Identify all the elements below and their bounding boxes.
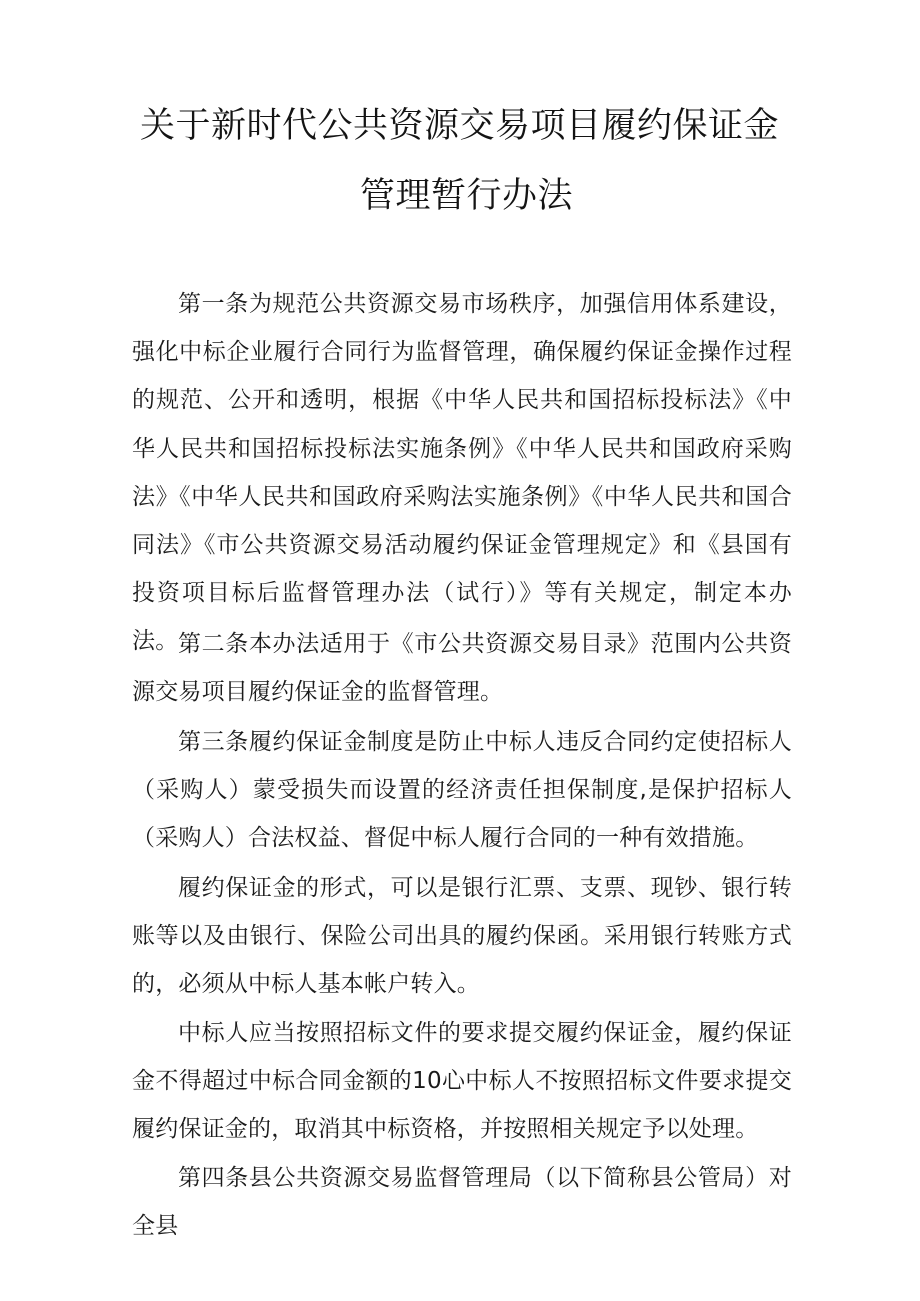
paragraph-text: 中标人应当按照招标文件的要求提交履约保证金，履约保证金不得超过中标合同金额的10心中标人不按照招标文件要求提交履约保证金的，取消其中标资格，并按照相关规定予以处理。 [132,1020,792,1143]
paragraph-guarantee-submission [132,1009,792,1154]
paragraph-text: 第三条履约保证金制度是防止中标人违反合同约定使招标人（采购人）蒙受损失而设置的经济责任担保制度,是保护招标人（采购人）合法权益、督促中标人履行合同的一种有效措施。 [132,729,792,852]
document-title-line-2: 管理暂行办法 [360,176,574,216]
document-title-line-1: 关于新时代公共资源交易项目履约保证金 [140,106,780,146]
paragraph-guarantee-forms [132,864,792,1009]
paragraph-text: 第四条县公共资源交易监督管理局（以下简称县公管局）对全县 [132,1165,792,1240]
paragraph-article-3 [132,718,792,863]
paragraph-text: 第二条本办法适用于《市公共资源交易目录》范围内公共资源交易项目履约保证金的监督管理。 [132,631,792,706]
paragraph-text: 履约保证金的形式，可以是银行汇票、支票、现钞、银行转账等以及由银行、保险公司出具的履约保函。采用银行转账方式的，必须从中标人基本帐户转入。 [132,875,792,998]
paragraph-text: 第一条为规范公共资源交易市场秩序，加强信用体系建设，强化中标企业履行合同行为监督管理，确保履约保证金操作过程的规范、公开和透明，根据《中华人民共和国招标投标法》《中华人民共和国招标投标法实施条例》《中华人民共和国政府采购法》《中华人民共和国政府采购法实施条例》《中华人民共和国合同法》《市公共资源交易活动履约保证金管理规定》和《县国有投资项目标后监督管理办法（试行）》等有关规定，制定本办法。 [132,291,792,655]
paragraph-article-1 [132,280,792,666]
paragraph-article-4 [132,1154,792,1250]
paragraph-article-2 [132,620,792,716]
